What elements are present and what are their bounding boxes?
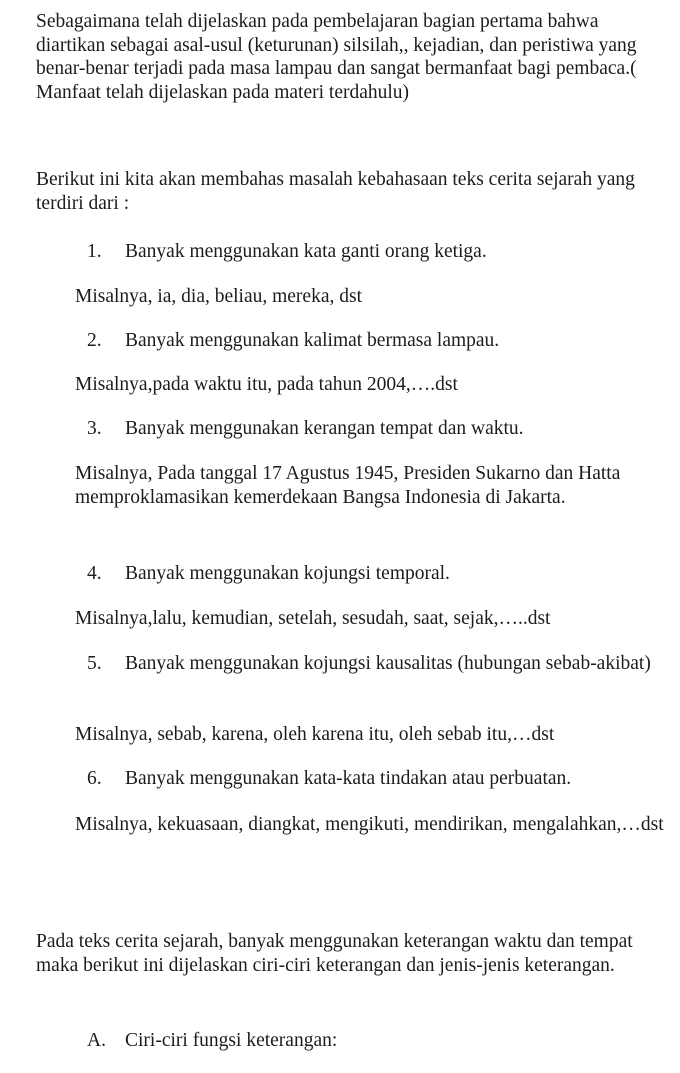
example-1: Misalnya, ia, dia, beliau, mereka, dst [75,286,362,307]
list-text-1: Banyak menggunakan kata ganti orang ketiga. [125,241,487,262]
list-number-6: 6. [87,768,102,789]
list-text-4: Banyak menggunakan kojungsi temporal. [125,563,450,584]
example-6: Misalnya, kekuasaan, diangkat, mengikuti, mendirikan, mengalahkan,…dst [75,814,664,835]
list-text-6: Banyak menggunakan kata-kata tindakan atau perbuatan. [125,768,572,789]
list-item-1 [87,240,677,264]
list-number-2: 2. [87,330,102,351]
list-text-2: Banyak menggunakan kalimat bermasa lampau. [125,330,500,351]
list-number-3: 3. [87,418,102,439]
list-text-3: Banyak menggunakan kerangan tempat dan waktu. [125,418,524,439]
outro-paragraph: Pada teks cerita sejarah, banyak menggunakan keterangan waktu dan tempat maka berikut ini dijelaskan ciri-ciri keterangan dan jenis-jenis keterangan. [36,931,633,976]
list-item-4 [87,562,677,586]
sub-heading-text: Ciri-ciri fungsi keterangan: [125,1030,338,1051]
intro-paragraph: Sebagaimana telah dijelaskan pada pembelajaran bagian pertama bahwa diartikan sebagai asal-usul (keturunan) silsilah,, kejadian, dan peristiwa yang benar-benar terjadi pada masa lampau dan sangat bermanfaat bagi pembaca.( Manfaat telah dijelaskan pada materi terdahulu) [36,11,637,103]
list-item-2 [87,329,677,353]
example-5: Misalnya, sebab, karena, oleh karena itu, oleh sebab itu,…dst [75,724,555,745]
list-number-4: 4. [87,563,102,584]
list-number-5: 5. [87,653,102,674]
list-item-5 [36,652,668,676]
example-4: Misalnya,lalu, kemudian, setelah, sesudah, saat, sejak,…..dst [75,608,551,629]
list-item-6 [87,767,677,791]
sub-heading-letter: A. [87,1030,106,1051]
intro-list-lead: Berikut ini kita akan membahas masalah kebahasaan teks cerita sejarah yang terdiri dari : [36,169,635,214]
sub-heading [87,1029,677,1053]
example-3: Misalnya, Pada tanggal 17 Agustus 1945, Presiden Sukarno dan Hatta memproklamasikan kemerdekaan Bangsa Indonesia di Jakarta. [75,463,621,508]
list-text-5: Banyak menggunakan kojungsi kausalitas (hubungan sebab-akibat) [125,653,651,674]
example-2: Misalnya,pada waktu itu, pada tahun 2004,….dst [75,374,458,395]
list-number-1: 1. [87,241,102,262]
list-item-3 [87,417,677,441]
